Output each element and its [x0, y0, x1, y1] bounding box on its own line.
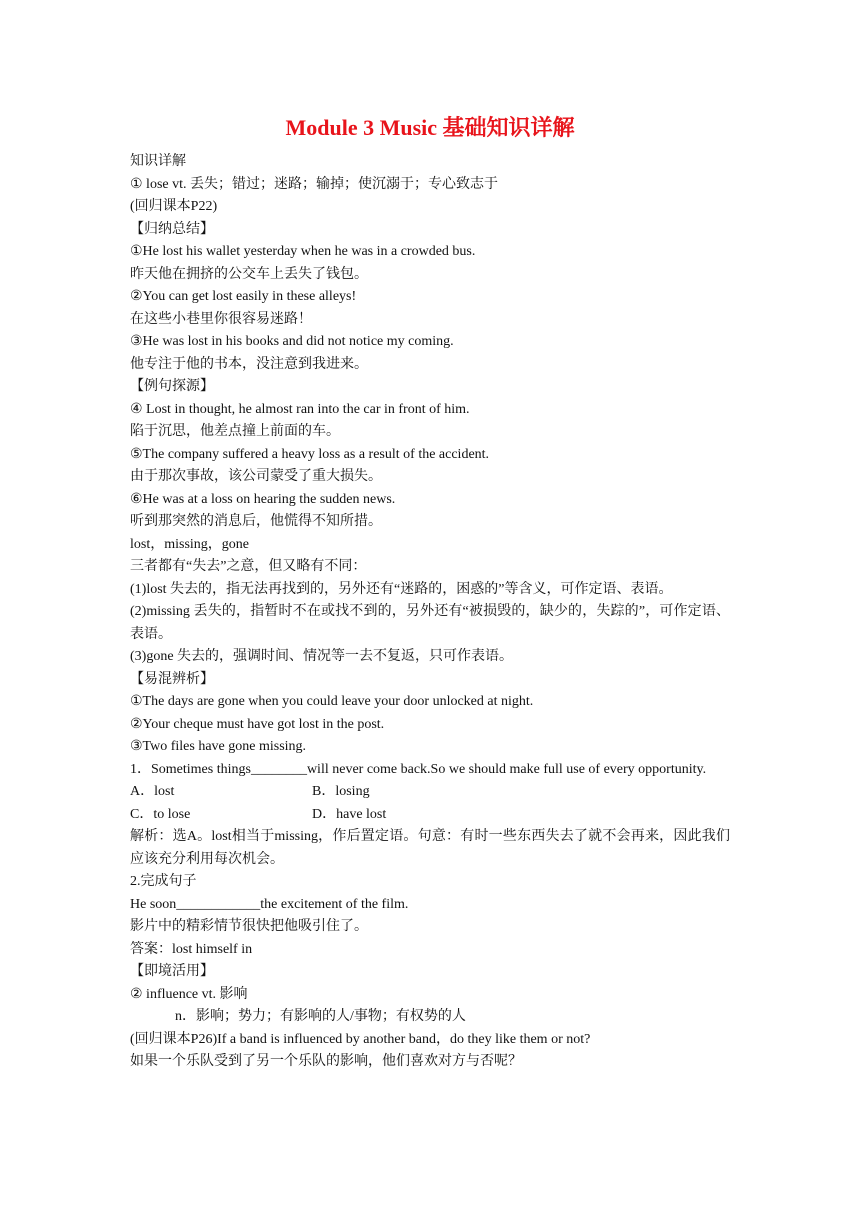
- section-heading: 知识详解: [130, 154, 186, 169]
- comparison-item: (1)lost 失去的，指无法再找到的，另外还有“迷路的，困惑的”等含义，可作定语、表语。: [130, 581, 673, 597]
- exercise-answer: 答案：lost himself in: [130, 941, 253, 957]
- example-translation: 如果一个乐队受到了另一个乐队的影响，他们喜欢对方与否呢？: [130, 1054, 522, 1069]
- option-a: A．lost: [130, 784, 175, 799]
- example-sentence: ①The days are gone when you could leave your door unlocked at night.: [130, 694, 534, 709]
- exercise-options: [130, 781, 730, 804]
- subheading-examples: 【例句探源】: [130, 379, 214, 394]
- comparison-words: lost，missing，gone: [130, 536, 250, 552]
- comparison-intro: 三者都有“失去”之意，但又略有不同：: [130, 559, 367, 574]
- example-sentence: ②You can get lost easily in these alleys!: [130, 289, 357, 304]
- option-c: C．to lose: [130, 806, 191, 822]
- vocab-entry-influence: ② influence vt. 影响: [130, 986, 248, 1002]
- page-title: Module 3 Music 基础知识详解: [285, 115, 575, 140]
- example-translation: 昨天他在拥挤的公交车上丢失了钱包。: [130, 266, 368, 282]
- example-sentence: ④ Lost in thought, he almost ran into the car in front of him.: [130, 401, 470, 417]
- exercise-explanation: 解析：选A。lost相当于missing，作后置定语。句意：有时一些东西失去了就不会再来，因此我们应该充分利用每次机会。: [130, 829, 730, 867]
- example-translation: 他专注于他的书本，没注意到我进来。: [130, 356, 368, 372]
- subheading-practice: 【即境活用】: [130, 964, 214, 979]
- exercise-sentence: He soon____________the excitement of the film.: [130, 896, 409, 912]
- document-body: [130, 151, 730, 1074]
- example-translation: 在这些小巷里你很容易迷路！: [130, 311, 312, 327]
- exercise-heading: 2.完成句子: [130, 874, 197, 889]
- comparison-item: (2)missing 丢失的，指暂时不在或找不到的，另外还有“被损毁的，缺少的，失踪的”，可作定语、表语。: [130, 604, 730, 642]
- vocab-noun-meaning: n．影响；势力；有影响的人/事物；有权势的人: [175, 1009, 466, 1024]
- exercise-translation: 影片中的精彩情节很快把他吸引住了。: [130, 919, 368, 934]
- example-sentence: ①He lost his wallet yesterday when he was in a crowded bus.: [130, 244, 476, 259]
- option-b: B．losing: [312, 784, 370, 799]
- option-d: D．have lost: [312, 806, 387, 822]
- example-translation: 听到那突然的消息后，他慌得不知所措。: [130, 514, 382, 529]
- example-sentence: ⑤The company suffered a heavy loss as a result of the accident.: [130, 446, 490, 462]
- textbook-reference: (回归课本P22): [130, 199, 218, 214]
- comparison-item: (3)gone 失去的，强调时间、情况等一去不复返，只可作表语。: [130, 649, 514, 664]
- exercise-question: 1．Sometimes things________will never come back.So we should make full use of every opportunity.: [130, 761, 707, 777]
- example-sentence: ③Two files have gone missing.: [130, 739, 307, 754]
- subheading-summary: 【归纳总结】: [130, 221, 214, 237]
- exercise-options: [130, 804, 730, 827]
- subheading-distinction: 【易混辨析】: [130, 671, 214, 687]
- example-sentence: ③He was lost in his books and did not notice my coming.: [130, 334, 454, 349]
- example-sentence: ②Your cheque must have got lost in the post.: [130, 716, 385, 732]
- example-translation: 由于那次事故，该公司蒙受了重大损失。: [130, 469, 382, 484]
- example-sentence: (回归课本P26)If a band is influenced by another band，do they like them or not?: [130, 1031, 591, 1047]
- example-sentence: ⑥He was at a loss on hearing the sudden news.: [130, 491, 396, 507]
- example-translation: 陷于沉思，他差点撞上前面的车。: [130, 424, 340, 439]
- vocab-entry-lose: ① lose vt. 丢失；错过；迷路；输掉；使沉溺于；专心致志于: [130, 176, 498, 192]
